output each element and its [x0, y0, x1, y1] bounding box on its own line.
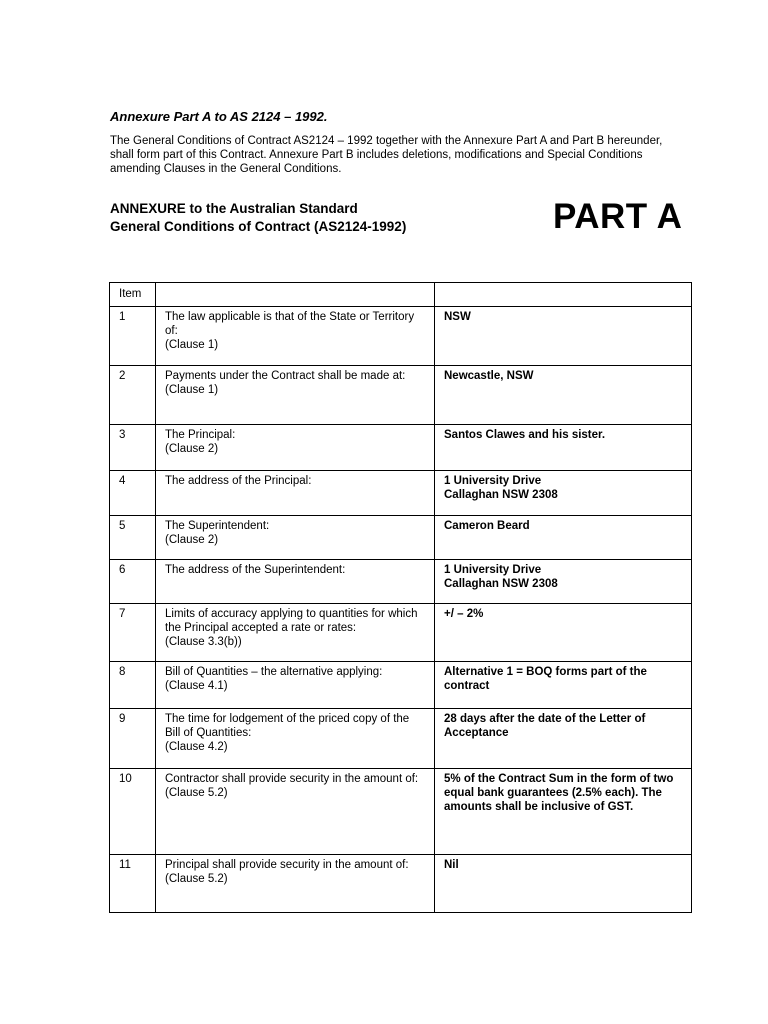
item-number: 4	[110, 471, 156, 516]
table-row	[110, 560, 692, 604]
item-description: The address of the Superintendent:	[165, 564, 346, 576]
item-description: Principal shall provide security in the amount of: (Clause 5.2)	[165, 859, 409, 885]
table-row	[110, 709, 692, 769]
table-row	[110, 662, 692, 709]
item-value-line-2: Callaghan NSW 2308	[444, 489, 558, 501]
intro-paragraph: The General Conditions of Contract AS2124 – 1992 together with the Annexure Part A and Part B hereunder, shall form part of this Contract. Annexure Part B includes deletions, modifications and Special Conditions amending Clauses in the General Conditions.	[110, 135, 663, 175]
item-value: Newcastle, NSW	[444, 370, 534, 382]
item-number: 10	[110, 769, 156, 855]
header-item-cell: Item	[110, 283, 156, 307]
item-description: The law applicable is that of the State or Territory of: (Clause 1)	[165, 311, 415, 351]
item-value-line-1: 1 University Drive	[444, 475, 542, 487]
item-number: 11	[110, 855, 156, 913]
item-number: 6	[110, 560, 156, 604]
item-number: 7	[110, 604, 156, 662]
item-description: Limits of accuracy applying to quantities for which the Principal accepted a rate or rates: (Clause 3.3(b))	[165, 608, 418, 648]
item-description: The time for lodgement of the priced copy of the Bill of Quantities: (Clause 4.2)	[165, 713, 410, 753]
item-value: Alternative 1 = BOQ forms part of the contract	[444, 666, 647, 692]
item-description: The Principal: (Clause 2)	[165, 429, 236, 455]
item-value: +/ – 2%	[444, 608, 484, 620]
item-number: 3	[110, 425, 156, 471]
item-description: The address of the Principal:	[165, 475, 312, 487]
part-label: PART A	[553, 197, 683, 236]
item-value: Santos Clawes and his sister.	[444, 429, 606, 441]
table-row	[110, 366, 692, 425]
item-value-line-1: 1 University Drive	[444, 564, 542, 576]
item-value: Nil	[444, 859, 459, 871]
item-value: 5% of the Contract Sum in the form of two equal bank guarantees (2.5% each). The amounts shall be inclusive of GST.	[444, 773, 674, 813]
item-description: Contractor shall provide security in the amount of: (Clause 5.2)	[165, 773, 419, 799]
item-number: 1	[110, 307, 156, 366]
item-number: 9	[110, 709, 156, 769]
item-number: 8	[110, 662, 156, 709]
item-value: Cameron Beard	[444, 520, 530, 532]
header-description-cell	[156, 283, 435, 307]
heading-line-2: General Conditions of Contract (AS2124-1992)	[110, 219, 407, 234]
item-description: The Superintendent: (Clause 2)	[165, 520, 270, 546]
item-number: 5	[110, 516, 156, 560]
item-description: Bill of Quantities – the alternative applying: (Clause 4.1)	[165, 666, 383, 692]
item-value: NSW	[444, 311, 471, 323]
table-row	[110, 855, 692, 913]
table-row	[110, 471, 692, 516]
table-row	[110, 307, 692, 366]
table-row	[110, 604, 692, 662]
annexure-table	[109, 282, 692, 913]
item-value-line-2: Callaghan NSW 2308	[444, 578, 558, 590]
heading-line-1: ANNEXURE to the Australian Standard	[110, 201, 358, 216]
table-row	[110, 769, 692, 855]
item-number: 2	[110, 366, 156, 425]
table-header-row	[110, 283, 692, 307]
table-row	[110, 516, 692, 560]
annexure-title: Annexure Part A to AS 2124 – 1992.	[110, 109, 328, 124]
item-description: Payments under the Contract shall be made at: (Clause 1)	[165, 370, 406, 396]
header-value-cell	[435, 283, 692, 307]
table-row	[110, 425, 692, 471]
annexure-heading	[110, 200, 406, 236]
item-value: 28 days after the date of the Letter of Acceptance	[444, 713, 646, 739]
